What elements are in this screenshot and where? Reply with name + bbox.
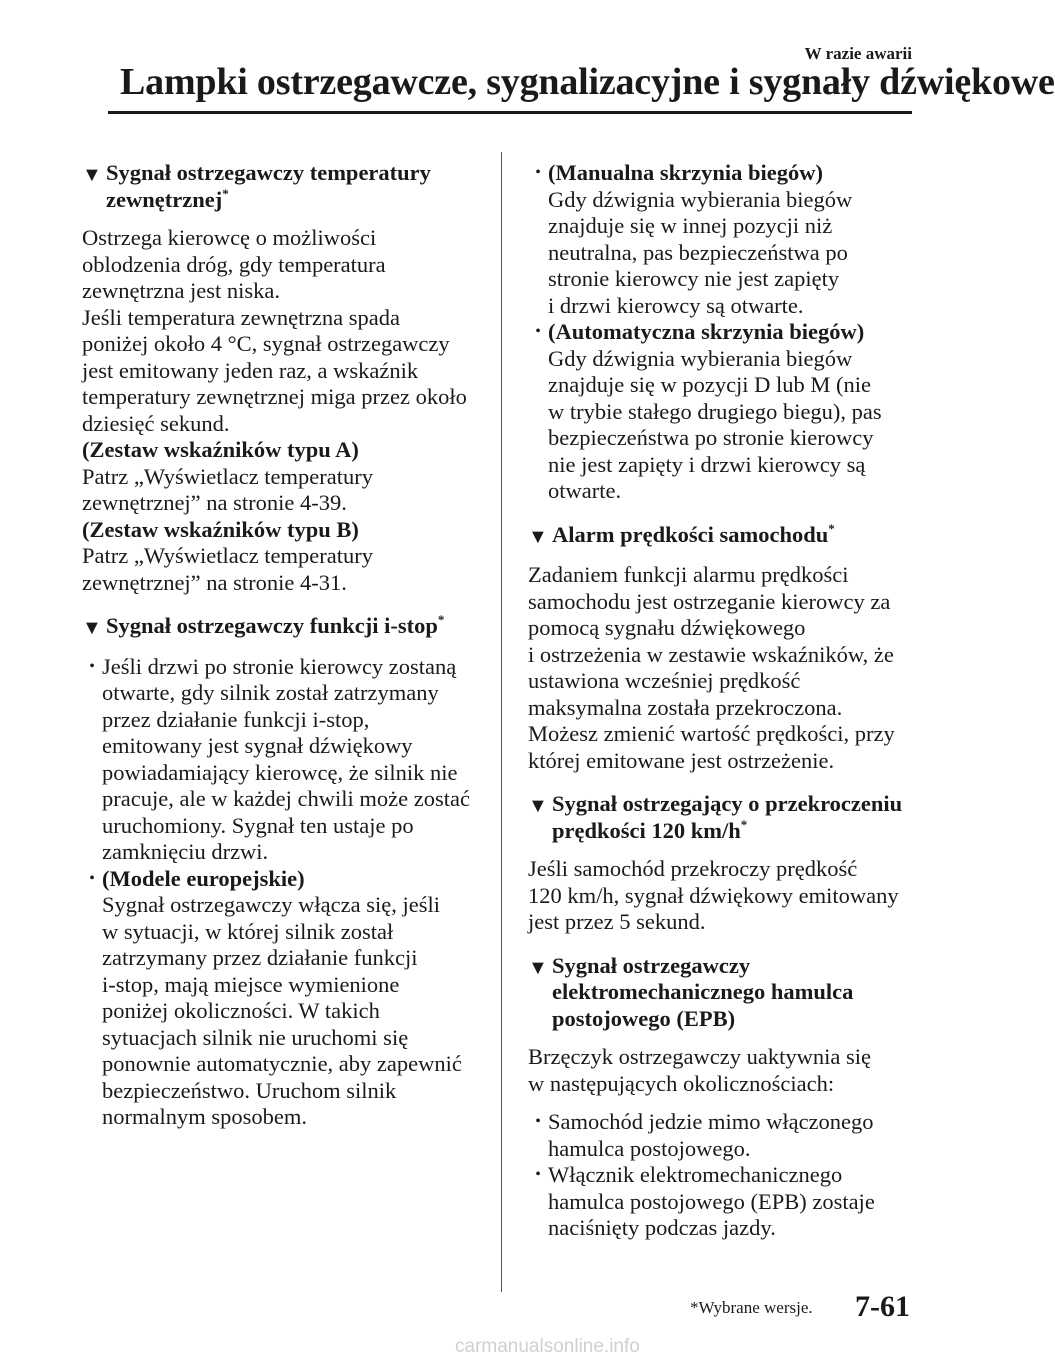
section-heading-epb	[528, 953, 913, 1033]
list-item-heading: (Manualna skrzynia biegów)	[548, 160, 824, 185]
reference-text: Patrz „Wyświetlacz temperatury zewnętrznej” na stronie 4-31.	[82, 543, 374, 595]
section-heading-120-kmh	[528, 791, 913, 844]
page-number: 7-61	[855, 1290, 910, 1323]
triangle-icon: ▼	[528, 795, 548, 817]
list-item	[528, 1109, 913, 1162]
heading-text: Sygnał ostrzegawczy temperatury zewnętrznej	[106, 160, 431, 212]
list-item-text: Jeśli drzwi po stronie kierowcy zostaną otwarte, gdy silnik został zatrzymany przez działanie funkcji i-stop, emitowany jest sygnał dźwiękowy powiadamiający kierowcę, że silnik nie pracuje, ale w każdej chwili może zostać uruchomiony. Sygnał ten ustaje po zamknięciu drzwi.	[102, 653, 470, 864]
heading-text: Sygnał ostrzegawczy elektromechanicznego hamulca postojowego (EPB)	[552, 952, 854, 1031]
asterisk-mark: *	[437, 612, 445, 627]
list-item	[82, 866, 477, 893]
list-item-heading: (Automatyczna skrzynia biegów)	[548, 319, 865, 344]
bullet-icon: •	[89, 657, 95, 675]
section-heading-outside-temperature	[82, 160, 477, 213]
list-item	[82, 654, 477, 866]
bullet-icon: •	[89, 869, 95, 887]
triangle-icon: ▼	[528, 956, 548, 979]
subheading: (Zestaw wskaźników typu B)	[82, 516, 359, 542]
reference-text: Patrz „Wyświetlacz temperatury zewnętrznej” na stronie 4-39.	[82, 463, 374, 515]
bullet-icon: •	[535, 1113, 541, 1130]
triangle-icon: ▼	[82, 164, 102, 186]
paragraph: Jeśli samochód przekroczy prędkość 120 km/h, sygnał dźwiękowy emitowany jest przez 5 sekund.	[528, 856, 899, 934]
list-item-text: Gdy dźwignia wybierania biegów znajduje się w innej pozycji niż neutralna, pas bezpieczeństwa po stronie kierowcy nie jest zapięty i drzwi kierowcy są otwarte.	[548, 186, 853, 318]
asterisk-mark: *	[222, 185, 229, 201]
list-item-text: Sygnał ostrzegawczy włącza się, jeśli w sytuacji, w której silnik został zatrzymany przez działanie funkcji i-stop, mają miejsce wymienione poniżej okoliczności. W takich sytuacjach silnik nie uruchomi się ponownie automatycznie, aby zapewnić bezpieczeństwo. Uruchom silnik normalnym sposobem.	[102, 892, 462, 1129]
bullet-icon: •	[535, 323, 541, 340]
section-heading-i-stop	[82, 613, 477, 642]
heading-text: Sygnał ostrzegający o przekroczeniu prędkości 120 km/h	[552, 791, 903, 843]
footnote: *Wybrane wersje.	[690, 1298, 813, 1317]
bullet-icon: •	[535, 164, 541, 181]
column-divider	[501, 152, 502, 1292]
list-item	[528, 319, 913, 346]
list-item	[528, 1162, 913, 1242]
subheading: (Zestaw wskaźników typu A)	[82, 437, 359, 462]
section-label: W razie awarii	[804, 44, 912, 63]
watermark: carmanualsonline.info	[455, 1336, 640, 1357]
right-column	[528, 160, 913, 1242]
triangle-icon: ▼	[82, 617, 102, 639]
asterisk-mark: *	[740, 816, 748, 832]
heading-text: Alarm prędkości samochodu	[552, 521, 829, 547]
section-heading-speed-alarm	[528, 522, 913, 551]
list-item-text: Włącznik elektromechanicznego hamulca postojowego (EPB) zostaje naciśnięty podczas jazdy.	[548, 1162, 875, 1240]
header-rule	[108, 111, 912, 114]
page-title: Lampki ostrzegawcze, sygnalizacyjne i sygnały dźwiękowe	[120, 61, 1055, 103]
bullet-icon: •	[535, 1166, 541, 1183]
asterisk-mark: *	[828, 520, 835, 536]
list-item-text: Samochód jedzie mimo włączonego hamulca postojowego.	[548, 1109, 874, 1161]
list-item-text: Gdy dźwignia wybierania biegów znajduje się w pozycji D lub M (nie w trybie stałego drugiego biegu), pas bezpieczeństwa po stronie kierowcy nie jest zapięty i drzwi kierowcy są otwarte.	[548, 345, 882, 503]
paragraph: Brzęczyk ostrzegawczy uaktywnia się w następujących okolicznościach:	[528, 1044, 871, 1096]
list-item	[528, 160, 913, 187]
triangle-icon: ▼	[528, 525, 548, 548]
paragraph: Zadaniem funkcji alarmu prędkości samochodu jest ostrzeganie kierowcy za pomocą sygnału dźwiękowego i ostrzeżenia w zestawie wskaźników, że ustawiona wcześniej prędkość maksymalna została przekroczona. Możesz zmienić wartość prędkości, przy której emitowane jest ostrzeżenie.	[528, 562, 895, 773]
paragraph: Ostrzega kierowcę o możliwości oblodzenia dróg, gdy temperatura zewnętrzna jest niska. Jeśli temperatura zewnętrzna spada poniżej około 4 °C, sygnał ostrzegawczy jest emitowany jeden raz, a wskaźnik temperatury zewnętrznej miga przez około dziesięć sekund.	[82, 225, 467, 436]
heading-text: Sygnał ostrzegawczy funkcji i-stop	[106, 613, 438, 638]
list-item-heading: (Modele europejskie)	[102, 865, 305, 891]
left-column	[82, 160, 477, 1131]
